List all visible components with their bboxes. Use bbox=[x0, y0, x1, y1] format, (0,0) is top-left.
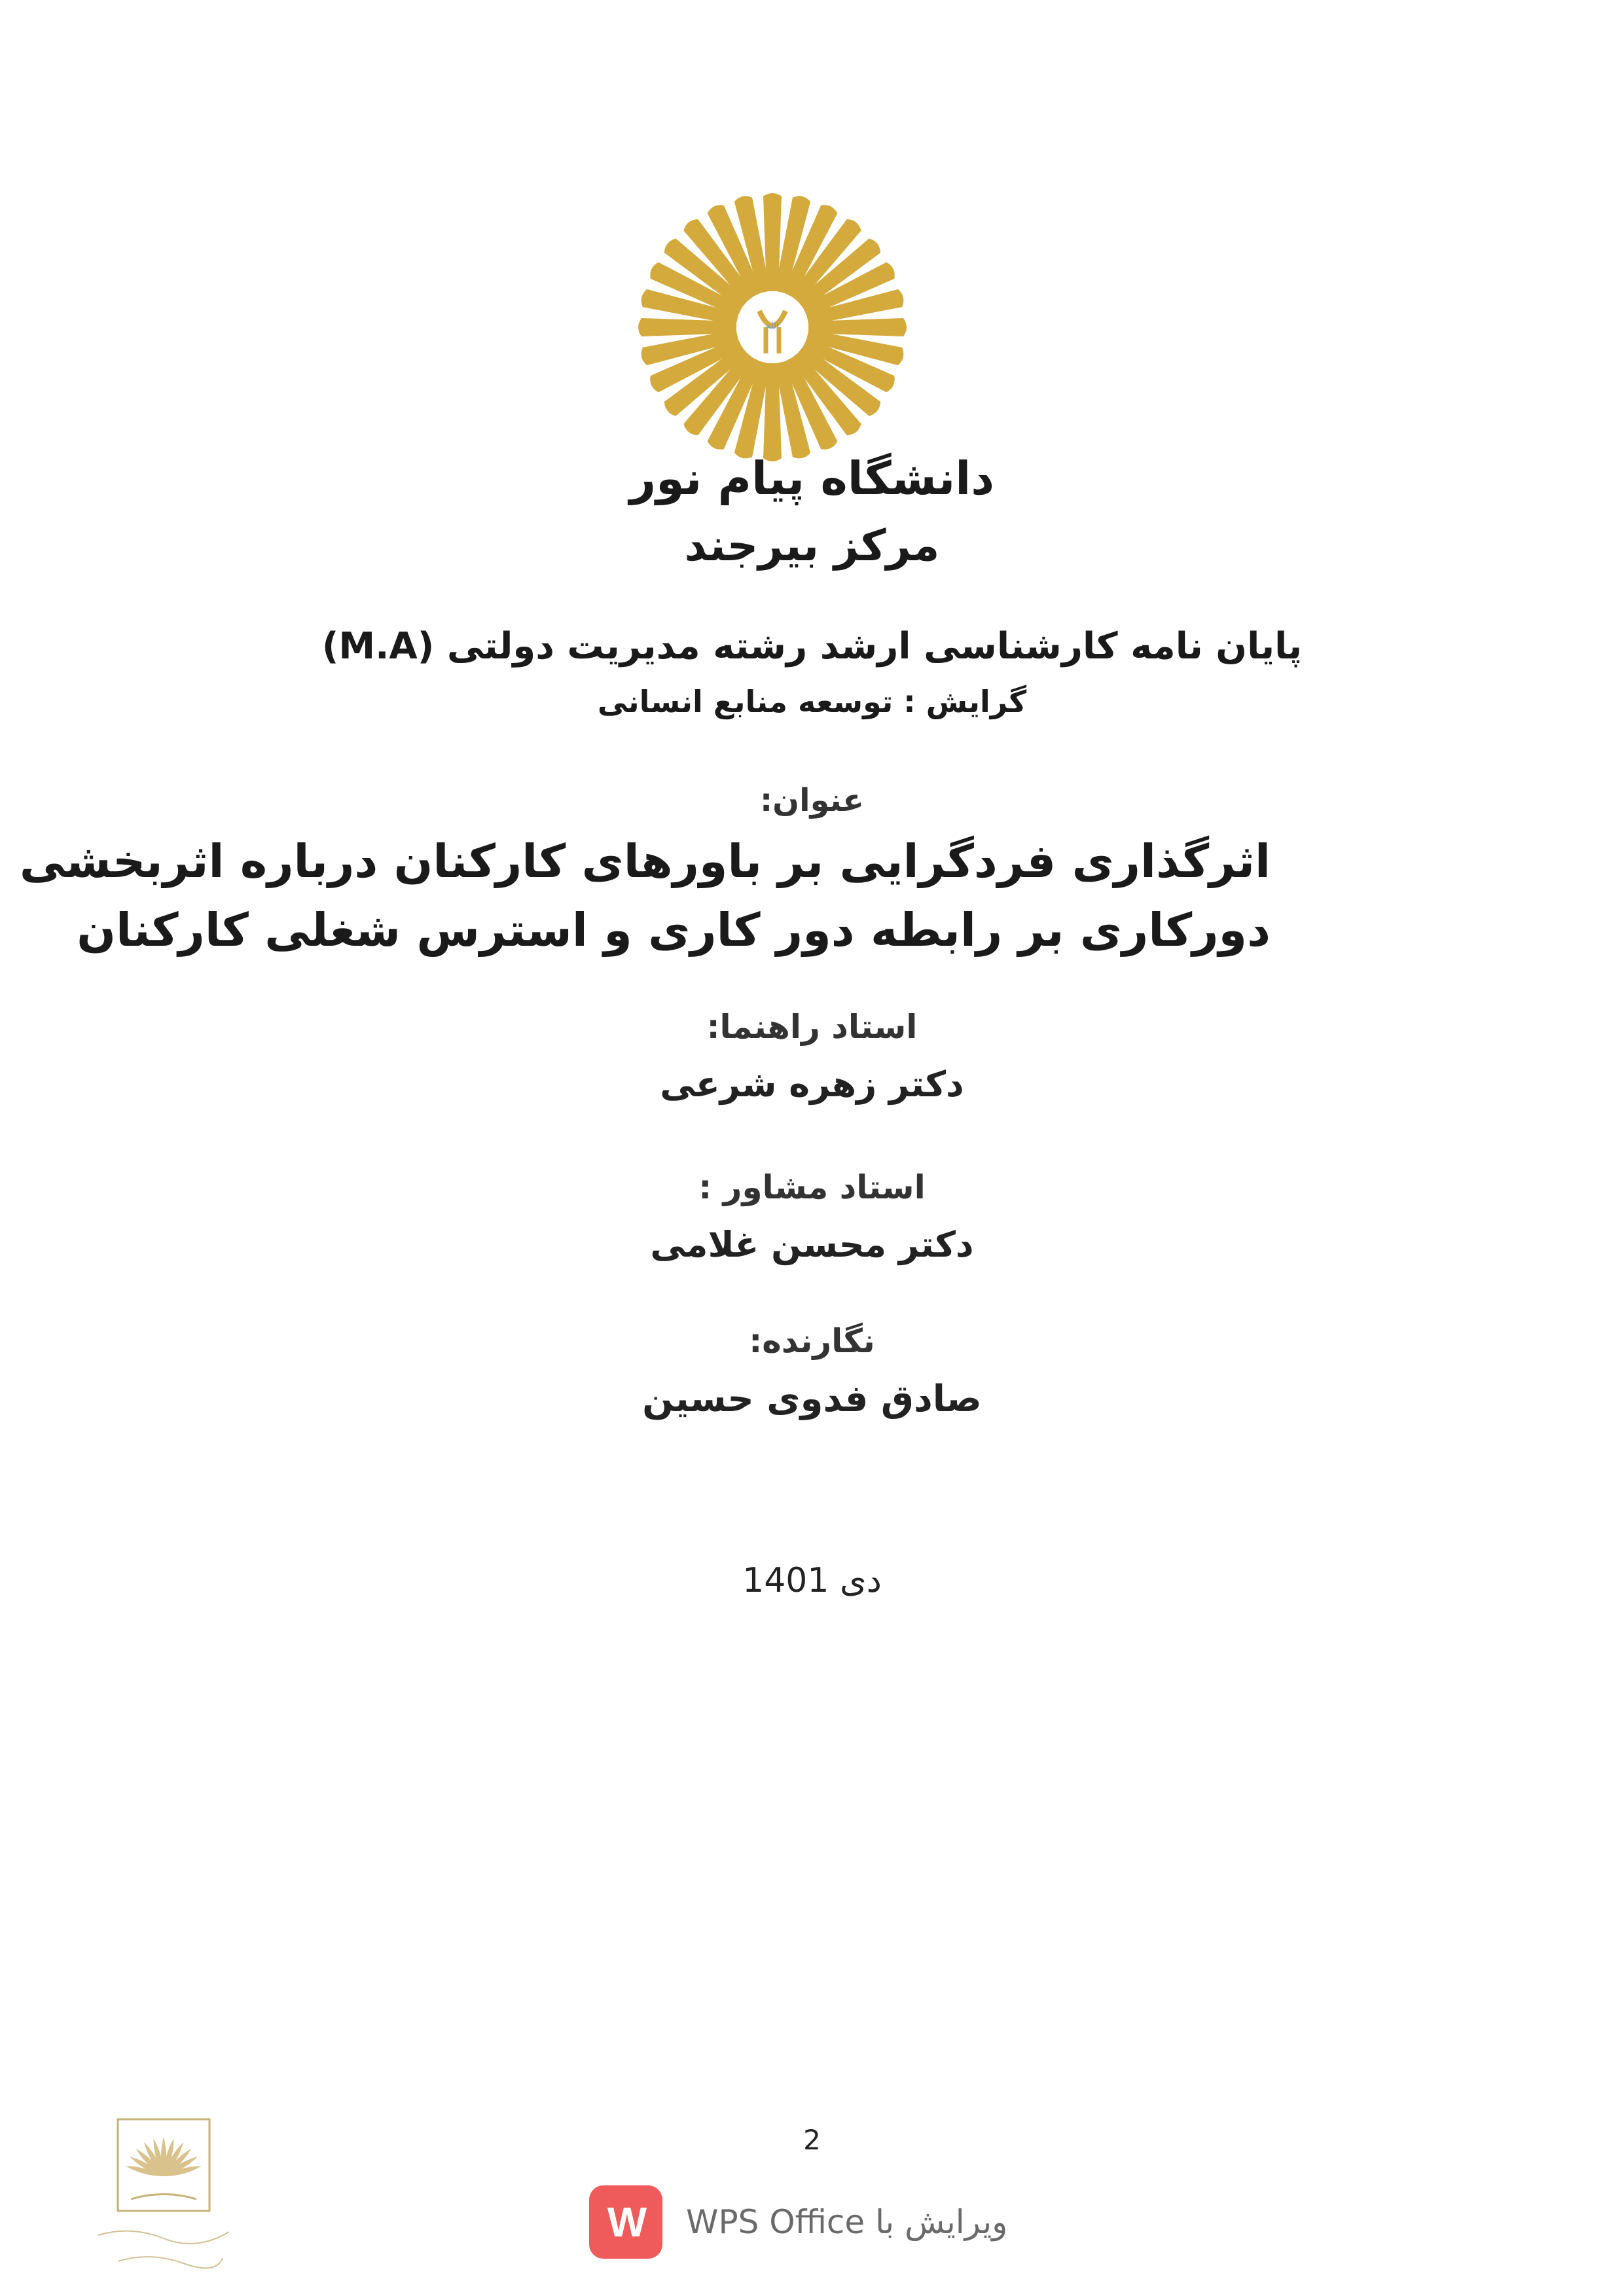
degree-line: پایان نامه کارشناسی ارشد رشته مدیریت دولتی (M.A) bbox=[321, 625, 1303, 668]
wps-office-icon: W bbox=[589, 2185, 662, 2259]
wps-office-watermark bbox=[589, 2183, 1007, 2261]
thesis-title-line-1: اثرگذاری فردگرایی بر باورهای کارکنان درباره اثربخشی bbox=[19, 834, 1271, 888]
author-name: صادق فدوی حسین bbox=[642, 1378, 982, 1420]
svg-text:الله: الله bbox=[765, 321, 780, 331]
campus-name: مرکز بیرجند bbox=[684, 520, 940, 571]
national-library-archive-logo bbox=[92, 2114, 242, 2284]
payame-noor-university-logo bbox=[635, 190, 910, 465]
thesis-title-line-2: دورکاری بر رابطه دور کاری و استرس شغلی کارکنان bbox=[77, 903, 1271, 957]
consultant-label: استاد مشاور : bbox=[698, 1168, 926, 1206]
wps-watermark-text: ویرایش با WPS Office bbox=[686, 2203, 1008, 2241]
consultant-name: دکتر محسن غلامی bbox=[650, 1224, 974, 1265]
specialization-line: گرایش : توسعه منابع انسانی bbox=[597, 684, 1027, 719]
advisor-label: استاد راهنما: bbox=[706, 1008, 918, 1046]
title-label: عنوان: bbox=[759, 782, 865, 819]
university-name: دانشگاه پیام نور bbox=[629, 452, 995, 505]
author-label: نگارنده: bbox=[749, 1322, 875, 1360]
page-number: 2 bbox=[803, 2124, 821, 2156]
thesis-date: دی 1401 bbox=[742, 1561, 882, 1600]
advisor-name: دکتر زهره شرعی bbox=[660, 1064, 964, 1105]
